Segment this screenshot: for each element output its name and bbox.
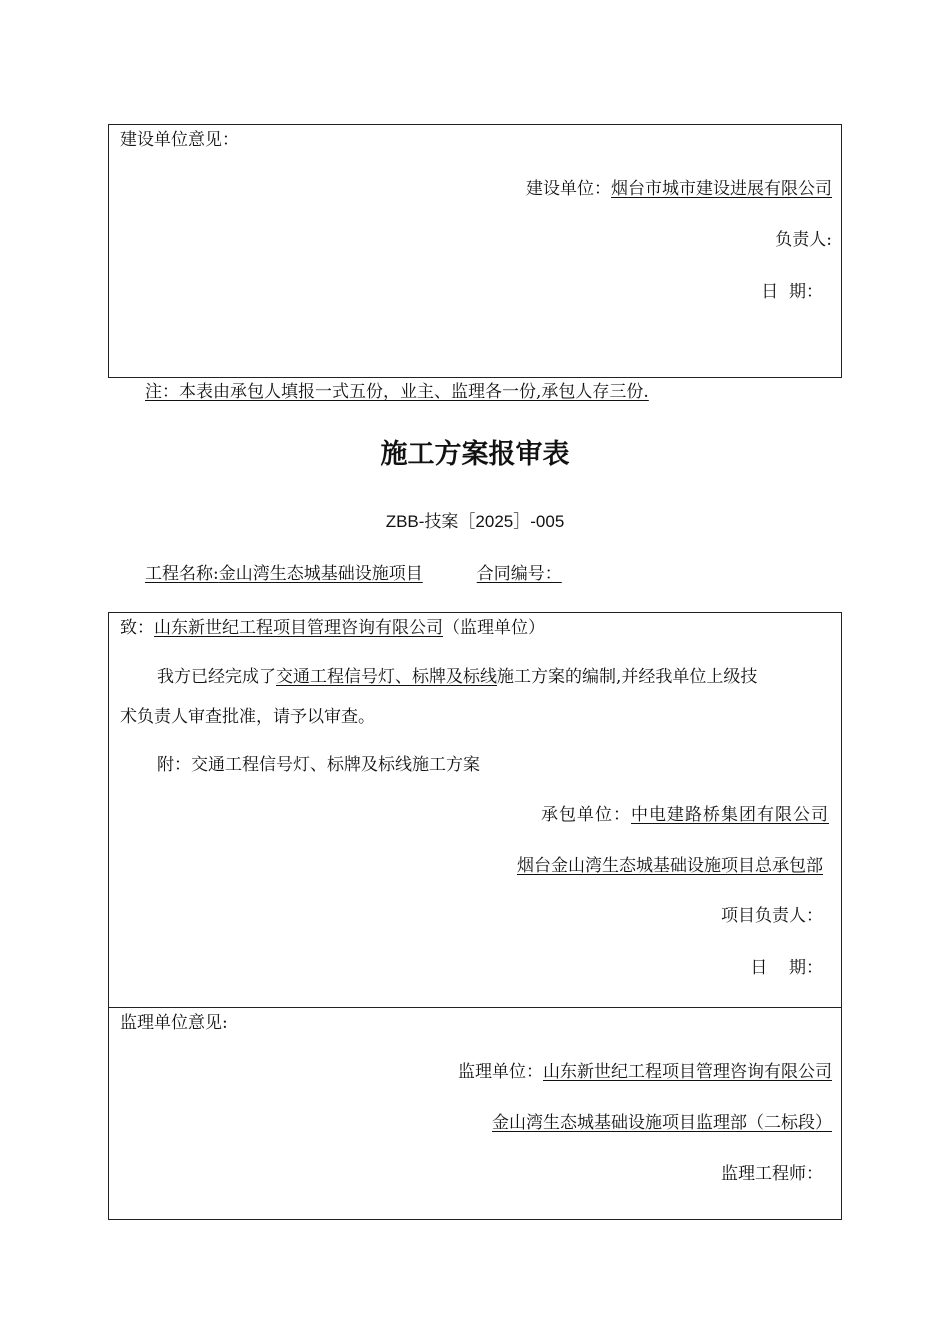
supervisor-unit-name: 山东新世纪工程项目管理咨询有限公司 bbox=[154, 618, 443, 638]
project-manager-label: 项目负责人： bbox=[721, 906, 823, 926]
construction-opinion-label: 建设单位意见： bbox=[120, 130, 239, 150]
body-paragraph-line2: 术负责人审查批准，请予以审查。 bbox=[120, 707, 375, 727]
construction-unit-line bbox=[526, 179, 832, 199]
contract-number-label: 合同编号： bbox=[476, 564, 562, 584]
construction-person-label: 负责人: bbox=[775, 230, 832, 250]
supervision-department: 金山湾生态城基础设施项目监理部（二标段） bbox=[492, 1113, 832, 1133]
supervision-opinion-label: 监理单位意见: bbox=[120, 1013, 228, 1033]
submission-date-label: 日 期： bbox=[750, 958, 823, 978]
contractor-name: 中电建路桥集团有限公司 bbox=[631, 805, 829, 825]
supervision-engineer-label: 监理工程师： bbox=[721, 1164, 823, 1184]
document-code: ZBB-技案［2025］-005 bbox=[385, 512, 565, 531]
contractor-label: 承包单位： bbox=[541, 805, 631, 825]
supervision-unit-line bbox=[458, 1062, 832, 1082]
contractor-department: 烟台金山湾生态城基础设施项目总承包部 bbox=[517, 856, 823, 876]
body-paragraph-line1 bbox=[157, 667, 757, 687]
supervision-unit-name: 山东新世纪工程项目管理咨询有限公司 bbox=[543, 1062, 832, 1082]
project-info-line bbox=[145, 564, 562, 584]
supervisor-unit-suffix: （监理单位） bbox=[443, 618, 545, 638]
project-name-label: 工程名称: bbox=[145, 564, 219, 584]
attachment-line: 附：交通工程信号灯、标牌及标线施工方案 bbox=[157, 755, 480, 775]
body-text-end: 施工方案的编制,并经我单位上级技 bbox=[497, 667, 758, 687]
form-note: 注：本表由承包人填报一式五份，业主、监理各一份,承包人存三份. bbox=[145, 382, 649, 402]
addressee-prefix: 致： bbox=[120, 618, 154, 638]
submission-box bbox=[108, 612, 842, 1008]
contractor-line bbox=[541, 805, 829, 825]
project-name-value: 金山湾生态城基础设施项目 bbox=[218, 564, 423, 584]
form-title: 施工方案报审表 bbox=[380, 439, 570, 470]
construction-opinion-box bbox=[108, 124, 842, 378]
construction-date-label: 日 期： bbox=[761, 282, 823, 302]
supervision-unit-label: 监理单位： bbox=[458, 1062, 543, 1082]
body-text-start: 我方已经完成了 bbox=[157, 667, 276, 687]
supervision-opinion-box bbox=[108, 1007, 842, 1220]
plan-subject: 交通工程信号灯、标牌及标线 bbox=[276, 667, 497, 687]
addressee-line bbox=[120, 618, 545, 638]
construction-unit-name: 烟台市城市建设进展有限公司 bbox=[611, 179, 832, 199]
construction-unit-label: 建设单位： bbox=[526, 179, 611, 199]
